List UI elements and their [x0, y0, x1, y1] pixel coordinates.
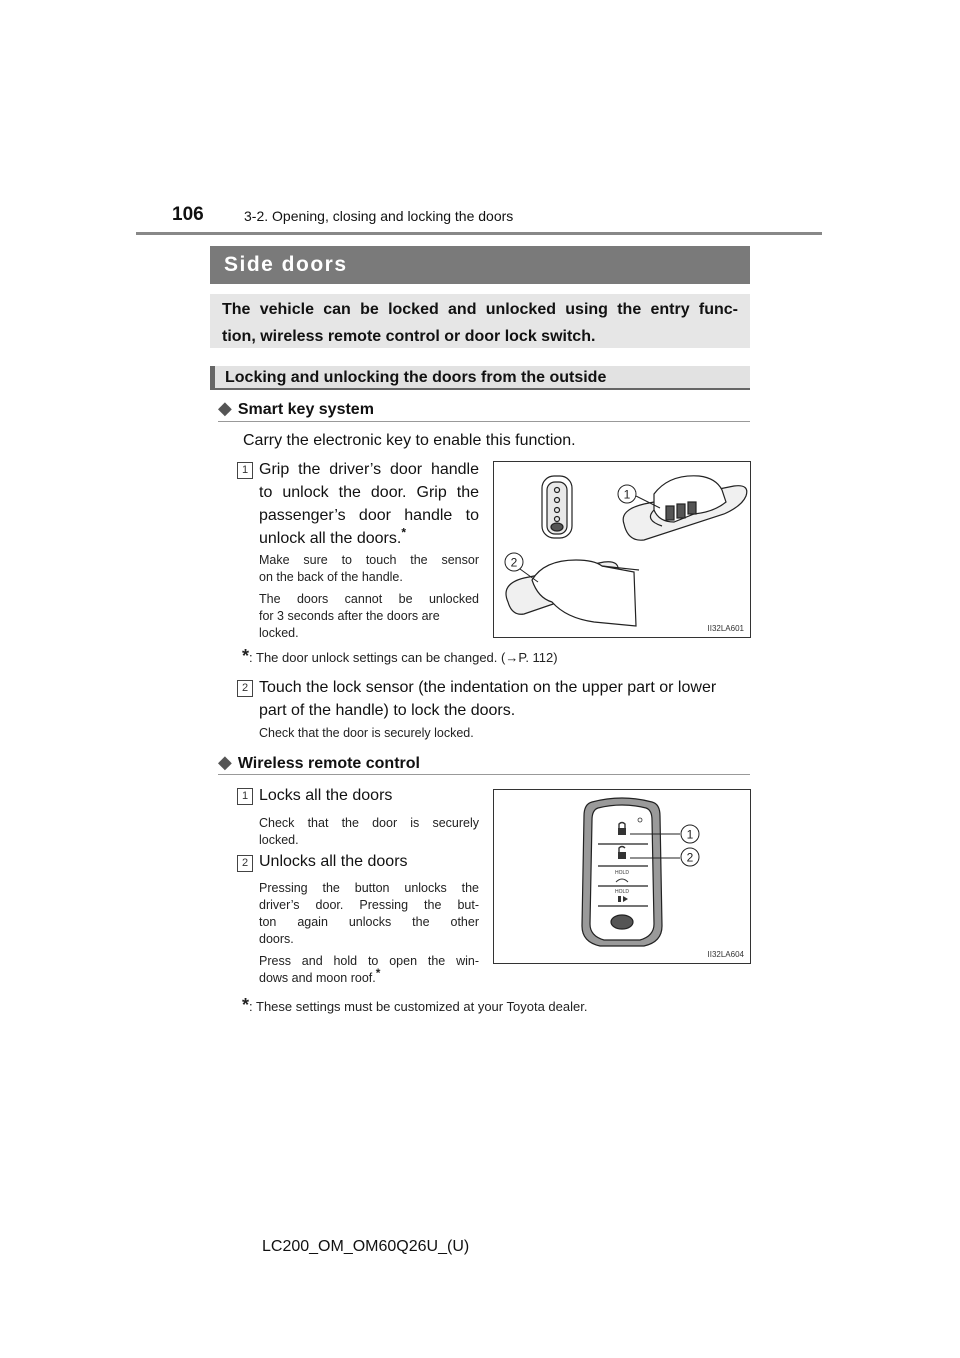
footnote-1-text: : The door unlock settings can be changed. (: [249, 650, 506, 665]
step-2-number: 2: [237, 680, 253, 697]
passenger-door-handle-icon: [506, 560, 639, 626]
step-1-note-2-line-3: locked.: [259, 626, 299, 640]
dealer-footnote: [242, 997, 587, 1015]
remote-item-2-note-2-line-1: Press and hold to open the win-: [259, 954, 479, 968]
step-1-note-1-line-1: Make sure to touch the sensor: [259, 553, 479, 567]
remote-item-1-note-line-2: locked.: [259, 833, 299, 847]
section-intro: [210, 294, 750, 348]
callout-2-label: 2: [510, 555, 518, 570]
remote-item-2-note-2-line-2: dows and moon roof.: [259, 971, 376, 985]
door-handle-illustration: [494, 462, 750, 637]
figure-1-code: II32LA601: [707, 624, 744, 633]
driver-door-handle-icon: [623, 476, 747, 540]
remote-item-1-note-line-1: Check that the door is securely: [259, 816, 479, 830]
remote-item-2-note-1-line-4: doors.: [259, 932, 294, 946]
callout-1-label: 1: [686, 827, 694, 842]
remote-item-1-note: [259, 815, 479, 849]
header-rule: [136, 232, 822, 235]
diamond-icon: ◆: [218, 752, 232, 772]
remote-item-2-note-1-line-3: ton again unlocks the other: [259, 915, 479, 929]
remote-item-2-note-2-line-2-wrap: [259, 965, 479, 987]
footnote-mark: *: [401, 525, 406, 540]
smart-key-fob-icon: [542, 476, 572, 538]
remote-item-2-number: 2: [237, 855, 253, 872]
step-1-notes: [259, 552, 479, 642]
remote-item-1-number: 1: [237, 788, 253, 805]
diamond-icon: ◆: [218, 398, 232, 418]
step-1-line-1: Grip the driver’s door handle: [259, 461, 479, 478]
remote-item-2-note-1-line-2: driver’s door. Pressing the but-: [259, 898, 479, 912]
remote-item-2-note-1-line-1: Pressing the button unlocks the: [259, 881, 479, 895]
step-1-note-2-line-2: for 3 seconds after the doors are: [259, 609, 440, 623]
step-1-note-2-line-1: The doors cannot be unlocked: [259, 592, 479, 606]
remote-item-2-label: Unlocks all the doors: [259, 853, 408, 870]
step-1-text: [259, 458, 479, 550]
subsection-title: Locking and unlocking the doors from the outside: [210, 366, 750, 390]
footnote-2-text: : These settings must be customized at your Toyota dealer.: [249, 999, 588, 1014]
page-reference-link[interactable]: P. 112): [518, 650, 558, 665]
step-1-number: 1: [237, 462, 253, 479]
footnote-2-mark: *: [242, 995, 250, 1015]
document-code: LC200_OM_OM60Q26U_(U): [262, 1238, 470, 1255]
figure-2-code: II32LA604: [707, 950, 744, 959]
hold-label-2: HOLD: [615, 889, 629, 895]
hold-label-1: HOLD: [615, 870, 629, 876]
callout-1-label: 1: [623, 487, 631, 502]
section-title: Side doors: [210, 246, 750, 284]
footnote-1-mark: *: [242, 646, 250, 666]
intro-line-2: tion, wireless remote control or door lock switch.: [222, 328, 596, 345]
heading-rule: [218, 774, 750, 775]
step-1-line-4-text: unlock all the doors.: [259, 530, 402, 547]
step-1-line-3: passenger’s door handle to: [259, 507, 479, 524]
intro-line-1: The vehicle can be locked and unlocked using the entry func-: [222, 301, 738, 318]
step-1-line-4: [259, 527, 479, 550]
remote-heading-text: Wireless remote control: [237, 755, 420, 772]
remote-item-2-notes: [259, 880, 479, 987]
smart-key-heading-text: Smart key system: [237, 401, 374, 418]
remote-key-illustration: [494, 790, 750, 963]
step-2-line-2: part of the handle) to lock the doors.: [259, 702, 516, 719]
step-2-line-1: Touch the lock sensor (the indentation on the upper part or lower: [259, 679, 717, 696]
page-number: 106: [172, 204, 204, 225]
door-unlock-footnote: [242, 648, 558, 666]
step-1-line-2: to unlock the door. Grip the: [259, 484, 479, 501]
arrow-icon: →: [505, 650, 519, 665]
smart-key-heading: [218, 398, 374, 419]
footnote-mark: *: [375, 965, 381, 980]
heading-rule: [218, 421, 750, 422]
step-2-text: [259, 676, 749, 722]
chapter-title: 3-2. Opening, closing and locking the doors: [244, 208, 514, 224]
door-handle-figure: [493, 461, 751, 638]
step-1-note-1-line-2: on the back of the handle.: [259, 570, 403, 584]
callout-2-label: 2: [686, 850, 694, 865]
step-2-note: Check that the door is securely locked.: [259, 726, 474, 740]
remote-item-1-label: Locks all the doors: [259, 787, 393, 804]
smart-key-lead: Carry the electronic key to enable this function.: [243, 432, 576, 449]
indicator-light-icon: [638, 818, 642, 822]
remote-heading: [218, 752, 420, 773]
remote-key-figure: [493, 789, 751, 964]
